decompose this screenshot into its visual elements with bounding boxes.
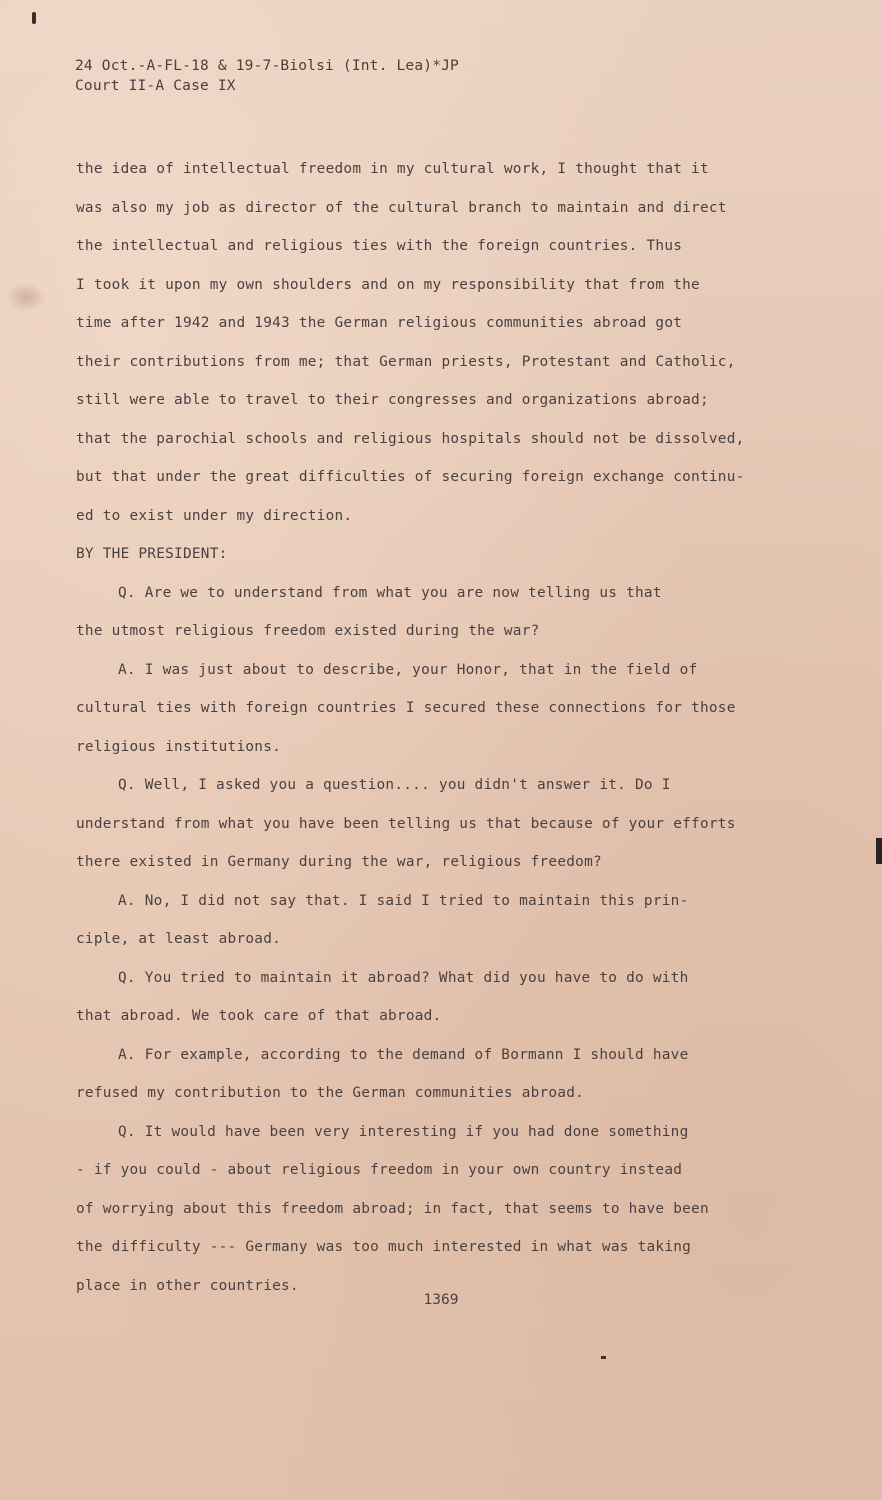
transcript-line: the utmost religious freedom existed during the war? (76, 623, 540, 639)
transcript-line: the difficulty --- Germany was too much interested in what was taking (76, 1239, 692, 1255)
document-header (75, 56, 459, 96)
transcript-line: that the parochial schools and religious hospitals should not be dissolved, (76, 430, 745, 447)
header-line-2: Court II-A Case IX (75, 78, 236, 94)
transcript-line: I took it upon my own shoulders and on my responsibility that from the (76, 276, 700, 293)
transcript-body (76, 150, 806, 1305)
staple-mark (32, 12, 36, 24)
transcript-line: A. For example, according to the demand of Bormann I should have (118, 1046, 689, 1063)
transcript-line: still were able to travel to their congresses and organizations abroad; (76, 392, 709, 408)
transcript-line: the intellectual and religious ties with the foreign countries. Thus (76, 238, 683, 254)
transcript-line: Q. You tried to maintain it abroad? What did you have to do with (118, 969, 689, 986)
transcript-line: that abroad. We took care of that abroad. (76, 1008, 442, 1024)
paper-smudge (6, 282, 46, 312)
transcript-line: understand from what you have been telling us that because of your efforts (76, 815, 736, 832)
transcript-line: Q. Are we to understand from what you are now telling us that (118, 584, 662, 601)
transcript-line: BY THE PRESIDENT: (76, 546, 228, 562)
transcript-line: religious institutions. (76, 738, 282, 755)
page-number: 1369 (423, 1292, 459, 1308)
header-line-1: 24 Oct.-A-FL-18 & 19-7-Biolsi (Int. Lea)*JP (75, 58, 459, 74)
transcript-line: their contributions from me; that German priests, Protestant and Catholic, (76, 353, 736, 370)
transcript-line: of worrying about this freedom abroad; in fact, that seems to have been (76, 1200, 709, 1217)
transcript-line: cultural ties with foreign countries I secured these connections for those (76, 700, 736, 716)
transcript-line: was also my job as director of the cultural branch to maintain and direct (76, 199, 727, 216)
transcript-line: refused my contribution to the German communities abroad. (76, 1085, 585, 1101)
transcript-line: Q. Well, I asked you a question.... you didn't answer it. Do I (118, 777, 671, 793)
transcript-line: Q. It would have been very interesting if you had done something (118, 1123, 689, 1140)
ink-dot (601, 1356, 606, 1359)
edge-tab-mark (876, 838, 882, 864)
transcript-line: place in other countries. (76, 1277, 299, 1294)
transcript-line: there existed in Germany during the war, religious freedom? (76, 854, 602, 870)
transcript-line: - if you could - about religious freedom in your own country instead (76, 1162, 683, 1178)
transcript-line: A. I was just about to describe, your Honor, that in the field of (118, 661, 698, 678)
transcript-line: A. No, I did not say that. I said I tried to maintain this prin- (118, 892, 689, 909)
transcript-line: ciple, at least abroad. (76, 931, 282, 947)
transcript-line: ed to exist under my direction. (76, 507, 353, 524)
transcript-line: but that under the great difficulties of securing foreign exchange continu- (76, 469, 745, 485)
transcript-line: time after 1942 and 1943 the German religious communities abroad got (76, 315, 683, 331)
transcript-line: the idea of intellectual freedom in my cultural work, I thought that it (76, 161, 709, 177)
